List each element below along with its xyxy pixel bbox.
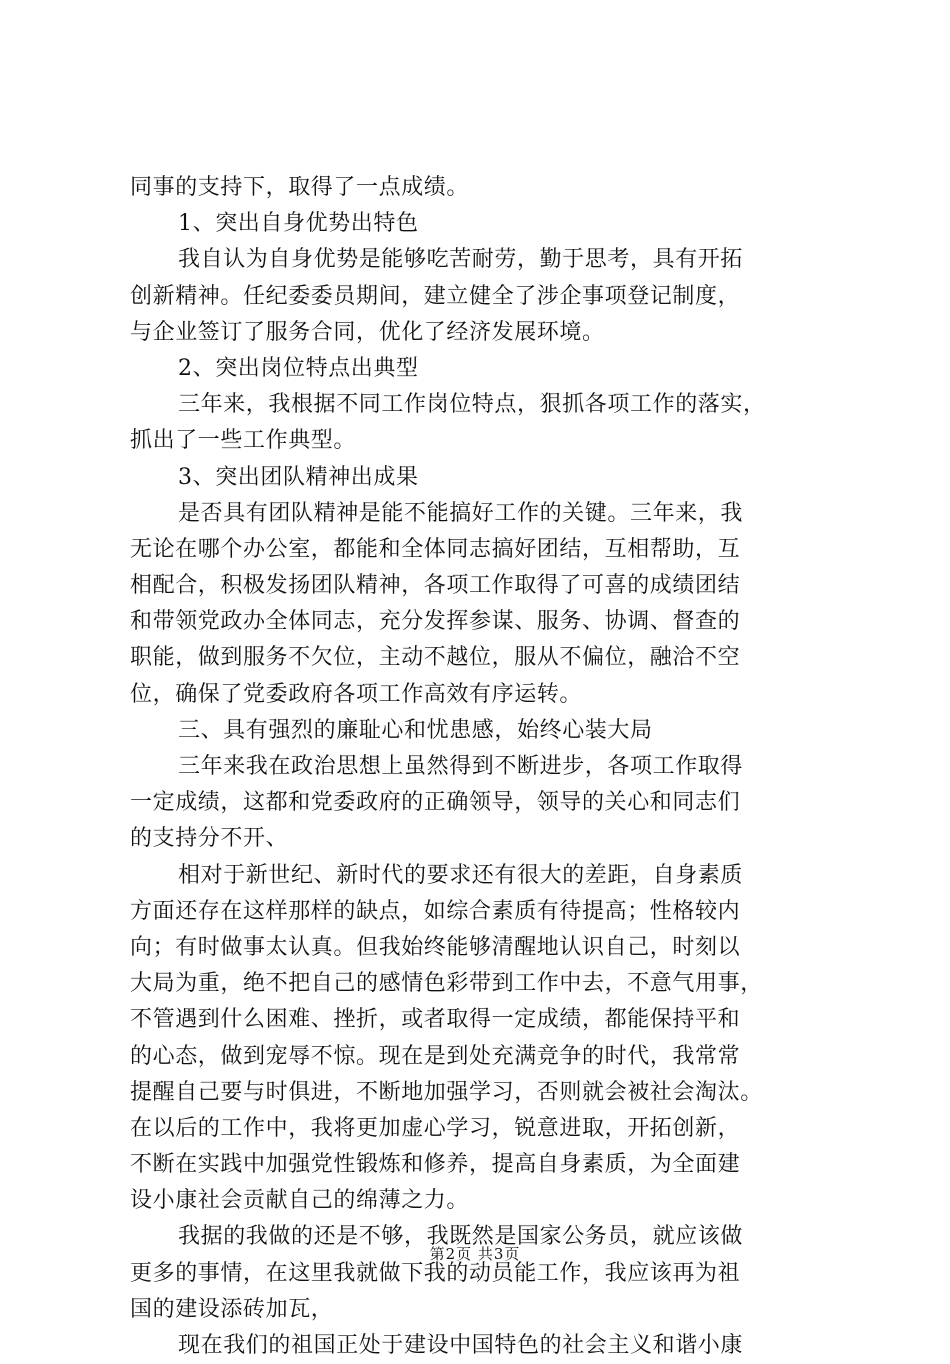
- document-line: 2、突出岗位特点出典型: [178, 355, 419, 381]
- document-line: 我自认为自身优势是能够吃苦耐劳，勤于思考，具有开拓: [178, 247, 744, 273]
- document-line: 的心态，做到宠辱不惊。现在是到处充满竞争的时代，我常常: [130, 1043, 741, 1069]
- document-line: 在以后的工作中，我将更加虚心学习，锐意进取，开拓创新，: [130, 1115, 741, 1141]
- document-line: 无论在哪个办公室，都能和全体同志搞好团结，互相帮助，互: [130, 536, 741, 562]
- document-line: 向；有时做事太认真。但我始终能够清醒地认识自己，时刻以: [130, 934, 741, 960]
- document-line: 是否具有团队精神是能不能搞好工作的关键。三年来，我: [178, 500, 744, 526]
- document-line: 三、具有强烈的廉耻心和忧患感，始终心装大局: [178, 717, 653, 743]
- document-body: [130, 170, 840, 1364]
- document-line: 一定成绩，这都和党委政府的正确领导，领导的关心和同志们: [130, 790, 741, 816]
- document-line: 位，确保了党委政府各项工作高效有序运转。: [130, 681, 583, 707]
- document-line: 1、突出自身优势出特色: [178, 211, 419, 237]
- document-line: 的支持分不开、: [130, 826, 289, 852]
- document-line: 我据的我做的还是不够，我既然是国家公务员，就应该做: [178, 1224, 744, 1250]
- page-footer: 第2页 共3页: [429, 1245, 521, 1263]
- document-line: 大局为重，绝不把自己的感情色彩带到工作中去，不意气用事，: [130, 971, 763, 997]
- document-line: 和带领党政办全体同志，充分发挥参谋、服务、协调、督查的: [130, 609, 741, 635]
- document-line: 提醒自己要与时俱进，不断地加强学习，否则就会被社会淘汰。: [130, 1079, 763, 1105]
- document-line: 与企业签订了服务合同，优化了经济发展环境。: [130, 319, 605, 345]
- document-line: 抓出了一些工作典型。: [130, 428, 357, 454]
- document-line: 三年来我在政治思想上虽然得到不断进步，各项工作取得: [178, 754, 744, 779]
- document-line: 创新精神。任纪委委员期间，建立健全了涉企事项登记制度，: [130, 283, 741, 309]
- document-line: 设小康社会贡献自己的绵薄之力。: [130, 1188, 470, 1214]
- document-line: 现在我们的祖国正处于建设中国特色的社会主义和谐小康: [178, 1333, 744, 1358]
- document-line: 国的建设添砖加瓦，: [130, 1296, 334, 1322]
- document-line: 更多的事情，在这里我就做下我的动员能工作，我应该再为祖: [130, 1260, 741, 1286]
- document-line: 方面还存在这样那样的缺点，如综合素质有待提高；性格较内: [130, 898, 741, 924]
- document-line: 不断在实践中加强党性锻炼和修养，提高自身素质，为全面建: [130, 1152, 741, 1178]
- document-line: 不管遇到什么困难、挫折，或者取得一定成绩，都能保持平和: [130, 1007, 741, 1033]
- document-line: 3、突出团队精神出成果: [178, 464, 419, 490]
- document-line: 相配合，积极发扬团队精神，各项工作取得了可喜的成绩团结: [130, 573, 741, 599]
- document-line: 职能，做到服务不欠位，主动不越位，服从不偏位，融洽不空: [130, 645, 741, 671]
- document-line: 相对于新世纪、新时代的要求还有很大的差距，自身素质: [178, 862, 744, 888]
- document-line: 三年来，我根据不同工作岗位特点，狠抓各项工作的落实，: [178, 392, 766, 418]
- document-line: 同事的支持下，取得了一点成绩。: [130, 175, 470, 200]
